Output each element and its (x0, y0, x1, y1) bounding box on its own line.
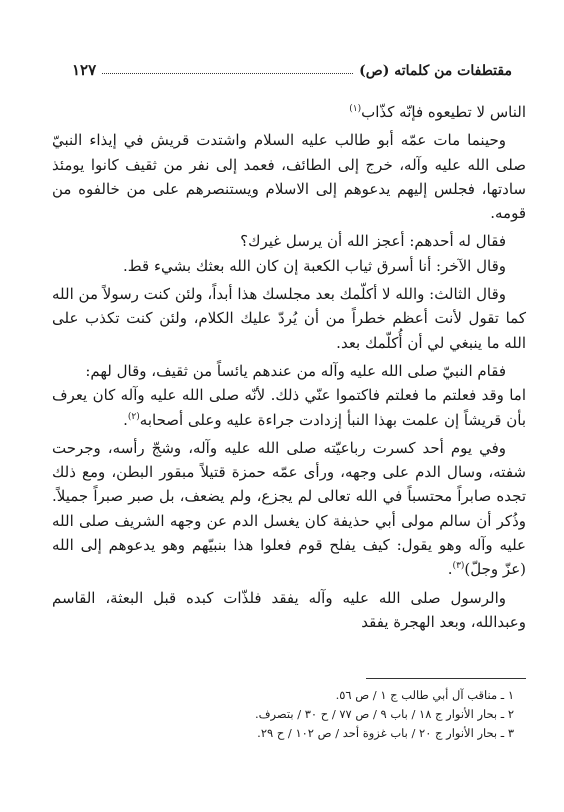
paragraph-1-text: الناس لا تطيعوه فإنّه كذّاب (361, 103, 526, 121)
page-number: ١٢٧ (72, 61, 97, 79)
footnote-ref-1: (١) (349, 104, 362, 114)
footnote-1: ١ ـ مناقب آل أبي طالب ج ١ / ص ٥٦. (335, 688, 514, 702)
paragraph-8-text: وفي يوم أحد كسرت رباعيّته صلى الله عليه وآله، وشجّ رأسه، وجرحت شفته، وسال الدم على وجهه، ورأى عمّه حمزة قتيلاً مبقور البطن، ومع ذلك تجده صابراً محتسباً في الله تعالى لم يجزع، ولم يضعف، بل صبر صبراً جميلاً. وذُكر أن سالم مولى أبي حذيفة كان يغسل الدم عن وجهه الشريف صلى الله عليه وآله وهو يقول: كيف يفلح قوم فعلوا هذا بنبيّهم وهو يدعوهم إلى الله (عزّ وجلّ) (52, 438, 526, 579)
footnote-ref-2: (٢) (127, 411, 140, 422)
paragraph-6: فقام النبيّ صلى الله عليه وآله من عندهم يائساً من ثقيف، وقال لهم: (85, 361, 506, 380)
paragraph-7-text: اما وقد فعلتم ما فعلتم فاكتموا عنّي ذلك. لأنّه صلى الله عليه وآله كان يعرف بأن قريشاً إن علمت بهذا النبأ إزدادت جراءة عليه وعلى أصحابه (52, 386, 526, 429)
footnote-separator (366, 678, 526, 679)
header-leader-dots (102, 73, 353, 74)
paragraph-3: فقال له أحدهم: أعجز الله أن يرسل غيرك؟ (240, 232, 506, 251)
body-text (52, 100, 526, 634)
paragraph-8: وفي يوم أحد كسرت رباعيّته صلى الله عليه وآله، وشجّ رأسه، وجرحت شفته، وسال الدم على وجهه، ورأى عمّه حمزة قتيلاً مبقور البطن، ومع ذلك تجده صابراً محتسباً في الله تعالى لم يجزع، ولم يضعف، بل صبر صبراً جميلاً. وذُكر أن سالم مولى أبي حذيفة كان يغسل الدم عن وجهه الشريف صلى الله عليه وآله وهو يقول: كيف يفلح قوم فعلوا هذا بنبيّهم وهو يدعوهم إلى الله (عزّ وجلّ)$^{(٣)}$. (52, 438, 526, 579)
footnote-ref-3: (٣) (452, 561, 465, 572)
paragraph-7: اما وقد فعلتم ما فعلتم فاكتموا عنّي ذلك. لأنّه صلى الله عليه وآله كان يعرف بأن قريشاً إن علمت بهذا النبأ إزدادت جراءة عليه وعلى أصحابه$^{(٢)}$. (52, 386, 526, 429)
footnote-2: ٢ ـ بحار الأنوار ج ١٨ / باب ٩ / ص ٧٧ / ح ٣٠ / بتصرف. (254, 707, 514, 721)
paragraph-9: والرسول صلى الله عليه وآله يفقد فلذّات كبده قبل البعثة، القاسم وعبدالله، وبعد الهجرة يفقد (52, 588, 526, 631)
paragraph-5: وقال الثالث: والله لا أكلّمك بعد مجلسك هذا أبداً، ولئن كنت رسولاً من الله كما تقول لأنت أعظم خطراً من أن يُردّ عليك الكلام، ولئن كنت تكذب على الله ما ينبغي لي أن أُكلّمك بعد. (52, 285, 526, 352)
header-title: مقتطفات من كلماته (ص) (359, 63, 512, 79)
paragraph-1 (52, 100, 526, 124)
footnote-3: ٣ ـ بحار الأنوار ج ٢٠ / باب غزوة أحد / ص ١٠٢ / ح ٢٩. (257, 726, 514, 740)
footnotes (60, 686, 514, 743)
running-header (72, 55, 512, 79)
paragraph-4: وقال الآخر: أنا أسرق ثياب الكعبة إن كان الله بعثك بشيء قط. (123, 256, 506, 275)
paragraph-2: وحينما مات عمّه أبو طالب عليه السلام واشتدت قريش في إيذاء النبيّ صلى الله عليه وآله، خرج إلى الطائف، فعمد إلى نفر من ثقيف كانوا يومئذ سادتها، فجلس إليهم يدعوهم إلى الاسلام ويستنصرهم على من خالفوه من قومه. (52, 131, 526, 223)
